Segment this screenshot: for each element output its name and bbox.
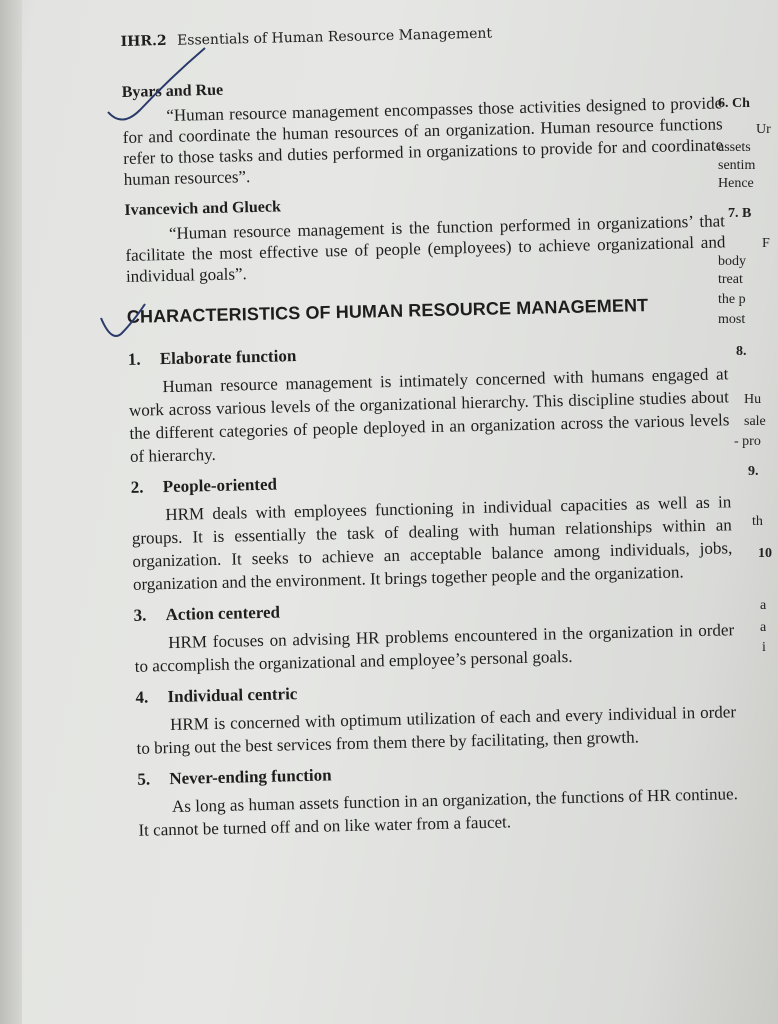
- list-item-number: 4.: [135, 687, 149, 707]
- definition-quote: “Human resource management is the function performed in organizations’ that facilitate the most effective use of people (employees) to achieve organizational and individual goals”.: [125, 211, 726, 286]
- list-item-heading: Never-ending function: [169, 765, 332, 789]
- page-binding-edge: [0, 0, 22, 1024]
- fragment-text: i: [762, 640, 766, 655]
- list-item-heading: People-oriented: [162, 474, 278, 497]
- list-item-body: Human resource management is intimately concerned with humans engaged at work across various levels of the organizational hierarchy. This discipline studies about the different categories of people deployed in an organization across the various levels of hierarchy.: [128, 364, 730, 466]
- list-item-number: 3.: [133, 605, 147, 625]
- fragment-text: body: [718, 254, 746, 269]
- list-item-body: HRM is concerned with optimum utilization of each and every individual in order to bring out the best services from them there by facilitating, then growth.: [136, 702, 737, 758]
- list-item: [128, 336, 731, 468]
- list-item-heading: Elaborate function: [159, 346, 297, 369]
- fragment-text: th: [752, 514, 763, 529]
- fragment-text: 7. B: [728, 206, 752, 221]
- list-item: [135, 674, 736, 760]
- book-title: Essentials of Human Resource Management: [176, 25, 493, 49]
- book-page: [120, 0, 746, 1013]
- fragment-text: sale: [744, 414, 766, 429]
- fragment-text: - pro: [734, 434, 761, 449]
- list-item-heading: Individual centric: [167, 684, 298, 707]
- fragment-text: a: [760, 620, 767, 635]
- fragment-text: treat: [718, 272, 743, 287]
- definition-block: [124, 188, 726, 287]
- fragment-text: 10: [758, 546, 772, 561]
- fragment-text: Hu: [744, 392, 762, 407]
- list-item: [133, 592, 734, 678]
- definition-author: Byars and Rue: [121, 81, 224, 101]
- running-header: [120, 20, 720, 50]
- fragment-text: sentim: [718, 158, 756, 173]
- section-heading: CHARACTERISTICS OF HUMAN RESOURCE MANAGEMENT: [126, 295, 649, 327]
- chapter-code: IHR.2: [120, 32, 167, 50]
- fragment-text: F: [762, 236, 770, 251]
- fragment-text: the p: [718, 292, 746, 307]
- list-item-body: As long as human assets function in an organization, the functions of HR continue. It cannot be turned off and on like water from a faucet.: [138, 784, 739, 840]
- list-item: [131, 464, 734, 596]
- definition-quote: “Human resource management encompasses those activities designed to provide for and coordinate the human resources of an organization. Human resource functions refer to those tasks and duties performed in organizations to provide for and coordinate human resources”.: [122, 93, 724, 189]
- list-item-number: 5.: [137, 769, 151, 789]
- fragment-text: assets: [718, 140, 751, 155]
- list-item: [137, 756, 738, 842]
- list-item-number: 1.: [127, 349, 141, 369]
- fragment-text: most: [718, 312, 746, 327]
- fragment-text: 9.: [748, 464, 759, 479]
- definition-author: Ivancevich and Glueck: [124, 198, 282, 219]
- fragment-text: 6. Ch: [718, 96, 750, 111]
- fragment-text: 8.: [736, 344, 747, 359]
- fragment-text: Hence: [718, 176, 754, 191]
- list-item-body: HRM deals with employees functioning in individual capacities as well as in groups. It is essentially the task of dealing with human relationships within an organization. It seeks to achieve an acceptable balance among individuals, jobs, organization and the environment. It brings together people and the organization.: [131, 492, 733, 594]
- fragment-text: Ur: [756, 122, 771, 137]
- list-item-body: HRM focuses on advising HR problems encountered in the organization in order to accomplish the organizational and employee’s personal goals.: [134, 620, 735, 676]
- fragment-text: a: [760, 598, 767, 613]
- definition-block: [122, 70, 724, 190]
- adjacent-page-fragments: [718, 90, 778, 990]
- list-item-number: 2.: [130, 477, 144, 497]
- list-item-heading: Action centered: [165, 602, 281, 625]
